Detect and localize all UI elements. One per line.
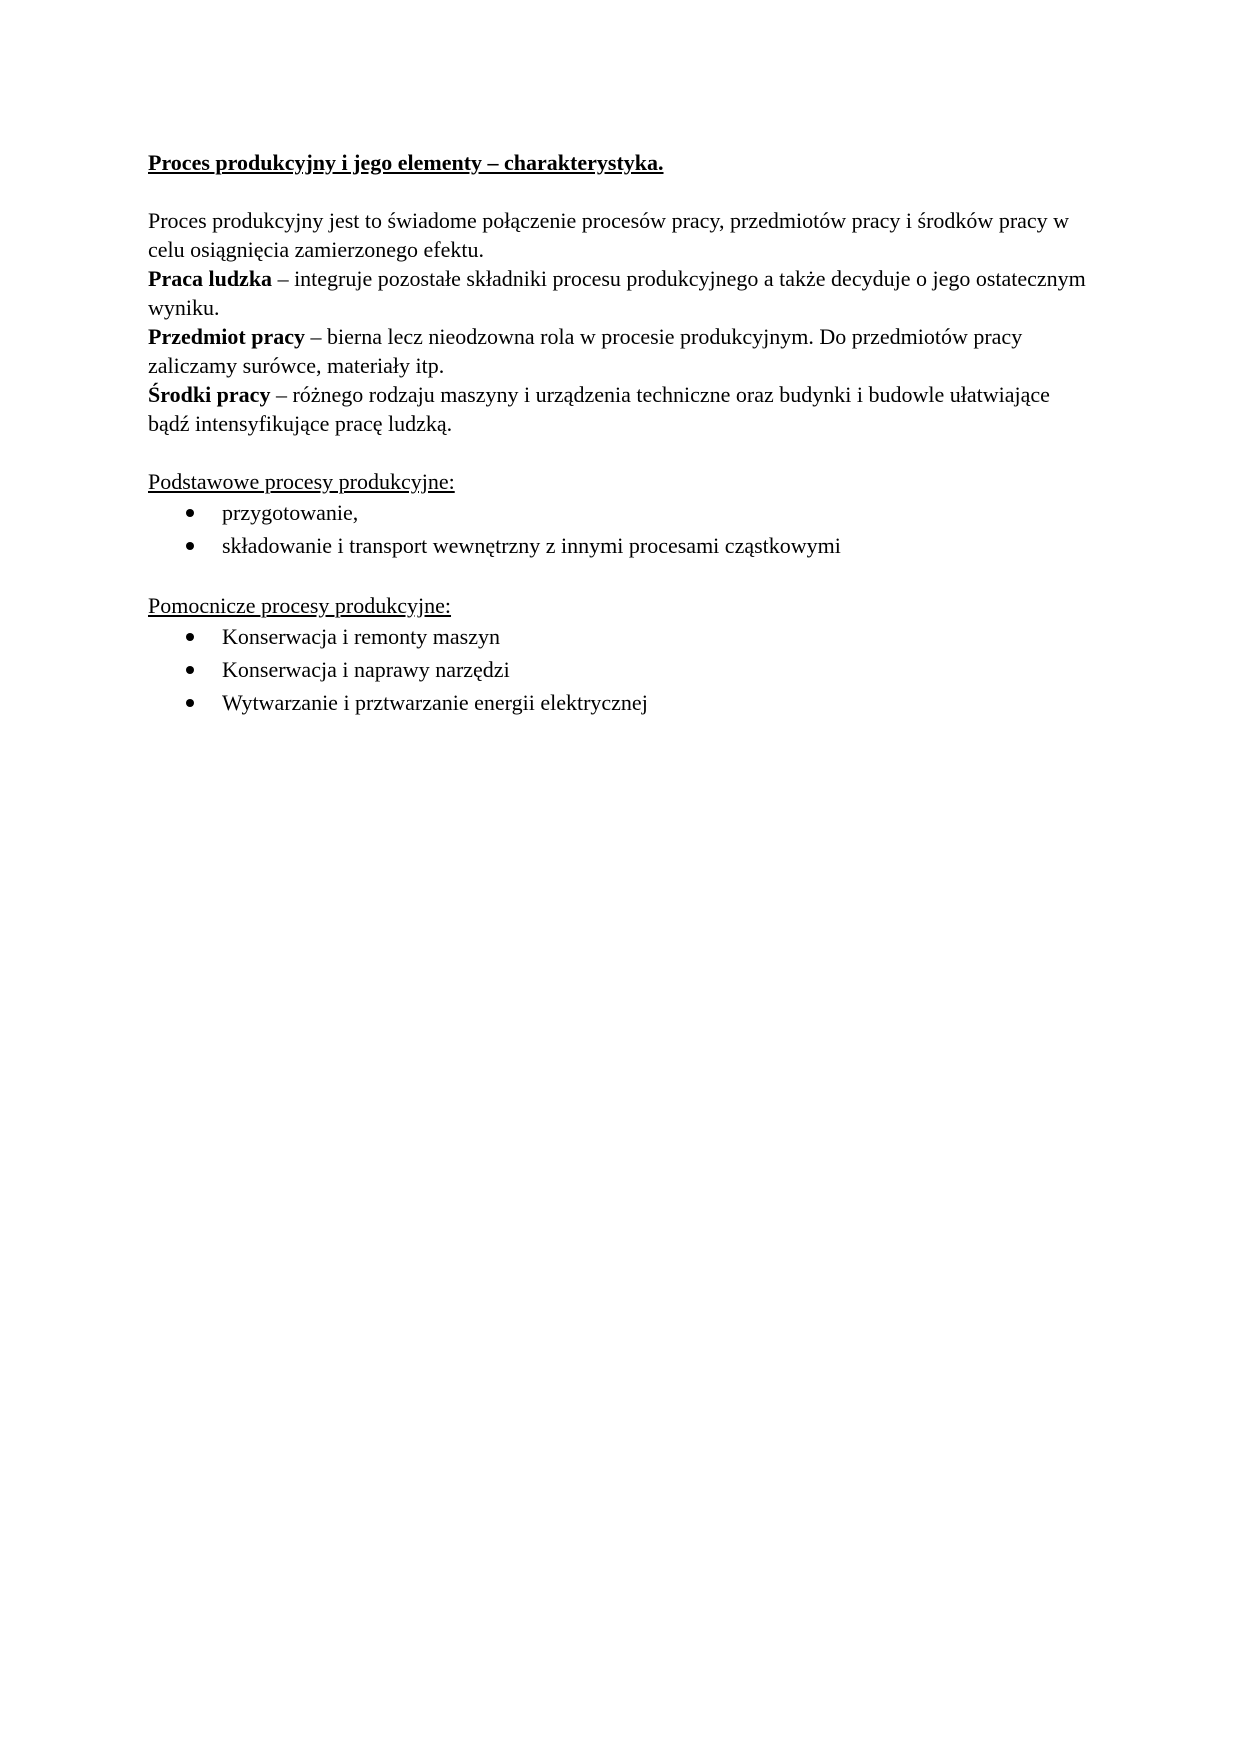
definition-praca-ludzka — [148, 264, 1088, 322]
list-item — [222, 686, 1088, 719]
list-item-text: Konserwacja i remonty maszyn — [222, 624, 500, 649]
spacer — [148, 438, 1088, 467]
definition-text: – integruje pozostałe składniki procesu produkcyjnego a także decyduje o jego ostatecznym wyniku. — [148, 266, 1086, 320]
definition-przedmiot-pracy — [148, 322, 1088, 380]
bullet-icon — [186, 699, 194, 707]
bullet-icon — [186, 633, 194, 641]
list-item — [222, 496, 1088, 529]
list-item-text: przygotowanie, — [222, 500, 359, 525]
document-title: Proces produkcyjny i jego elementy – charakterystyka. — [148, 150, 664, 175]
definition-term: Przedmiot pracy — [148, 324, 305, 349]
bullet-icon — [186, 542, 194, 550]
document-body — [148, 148, 1088, 719]
definition-text: – bierna lecz nieodzowna rola w procesie produkcyjnym. Do przedmiotów pracy zaliczamy surówce, materiały itp. — [148, 324, 1023, 378]
basic-processes-list — [148, 496, 1088, 562]
list-item-text: Konserwacja i naprawy narzędzi — [222, 657, 510, 682]
list-item — [222, 529, 1088, 562]
auxiliary-processes-list — [148, 620, 1088, 719]
definition-srodki-pracy — [148, 380, 1088, 438]
auxiliary-processes-heading: Pomocnicze procesy produkcyjne: — [148, 593, 452, 618]
list-item-text: Wytwarzanie i prztwarzanie energii elektrycznej — [222, 690, 648, 715]
spacer — [148, 562, 1088, 591]
list-item — [222, 620, 1088, 653]
intro-paragraph: Proces produkcyjny jest to świadome połączenie procesów pracy, przedmiotów pracy i środków pracy w celu osiągnięcia zamierzonego efektu. — [148, 208, 1070, 262]
bullet-icon — [186, 666, 194, 674]
list-item — [222, 653, 1088, 686]
bullet-icon — [186, 509, 194, 517]
list-item-text: składowanie i transport wewnętrzny z innymi procesami cząstkowymi — [222, 533, 841, 558]
definition-text: – różnego rodzaju maszyny i urządzenia techniczne oraz budynki i budowle ułatwiające bądź intensyfikujące pracę ludzką. — [148, 382, 1050, 436]
definition-term: Środki pracy — [148, 382, 271, 407]
definition-term: Praca ludzka — [148, 266, 273, 291]
basic-processes-heading: Podstawowe procesy produkcyjne: — [148, 469, 455, 494]
